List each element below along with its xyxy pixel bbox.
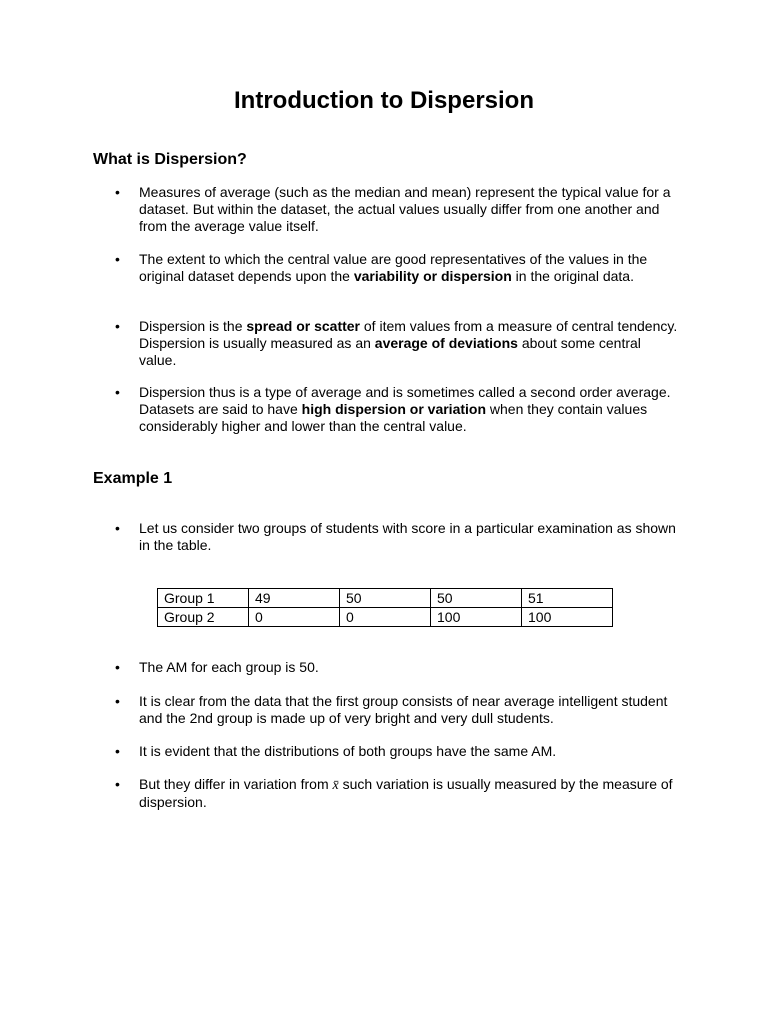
table-cell: 49 <box>249 589 340 608</box>
table-row <box>158 589 613 608</box>
table-cell: Group 2 <box>158 608 249 627</box>
bullet-icon: • <box>115 743 120 759</box>
text-segment: in the original data. <box>511 268 634 284</box>
bullet-text: It is clear from the data that the first group consists of near average intelligent student and the 2nd group is made up of very bright and very dull students. <box>139 693 668 726</box>
text-segment: The extent to which the central value are good representatives of the values in the original dataset depends upon the <box>139 251 648 284</box>
text-segment: such variation is usually measured by the measure of dispersion. <box>139 776 673 810</box>
bold-term: high dispersion or variation <box>301 401 487 417</box>
bullet-icon: • <box>115 184 120 200</box>
table-cell: Group 1 <box>158 589 249 608</box>
bullet-text <box>139 776 679 811</box>
table-row <box>158 608 613 627</box>
text-segment: about some central value. <box>139 335 641 368</box>
section-heading-what-is-dispersion: What is Dispersion? <box>93 151 247 168</box>
bullet-icon: • <box>115 384 120 400</box>
bullet-icon: • <box>115 318 120 334</box>
section-heading-example-1: Example 1 <box>93 470 173 487</box>
bullet-icon: • <box>115 520 120 536</box>
text-segment: Dispersion thus is a type of average and is sometimes called a second order average. Datasets are said to have <box>139 384 671 417</box>
text-segment: Dispersion is the <box>139 318 247 334</box>
score-table <box>157 588 613 627</box>
table-cell: 0 <box>340 608 431 627</box>
bullet-icon: • <box>115 659 120 675</box>
bullet-text <box>139 184 679 235</box>
bullet-text: It is evident that the distributions of both groups have the same AM. <box>139 743 557 759</box>
page-title: Introduction to Dispersion <box>234 87 534 114</box>
table-cell: 50 <box>431 589 522 608</box>
table-cell: 50 <box>340 589 431 608</box>
table-cell: 51 <box>522 589 613 608</box>
table-cell: 100 <box>431 608 522 627</box>
text-segment: when they contain values considerably higher and lower than the central value. <box>139 401 648 434</box>
table-cell: 100 <box>522 608 613 627</box>
bullet-icon: • <box>115 776 120 792</box>
bullet-text <box>139 251 679 285</box>
bold-term: average of deviations <box>374 335 518 351</box>
bold-term: variability or dispersion <box>353 268 512 284</box>
text-segment: Measures of average (such as the median and mean) represent the typical value for a dataset. But within the dataset, the actual values usually differ from one another and from the average value itself. <box>139 184 671 234</box>
text-segment: of item values from a measure of central tendency. Dispersion is usually measured as an <box>139 318 678 351</box>
x-bar-symbol: x̄ <box>332 778 339 793</box>
bullet-icon: • <box>115 251 120 267</box>
bullet-text <box>139 318 679 369</box>
bold-term: spread or scatter <box>246 318 360 334</box>
bullet-icon: • <box>115 693 120 709</box>
bullet-text: Let us consider two groups of students with score in a particular examination as shown in the table. <box>139 520 676 553</box>
bullet-text <box>139 384 679 435</box>
bullet-text: The AM for each group is 50. <box>139 659 319 675</box>
table-cell: 0 <box>249 608 340 627</box>
text-segment: But they differ in variation from <box>139 776 333 792</box>
